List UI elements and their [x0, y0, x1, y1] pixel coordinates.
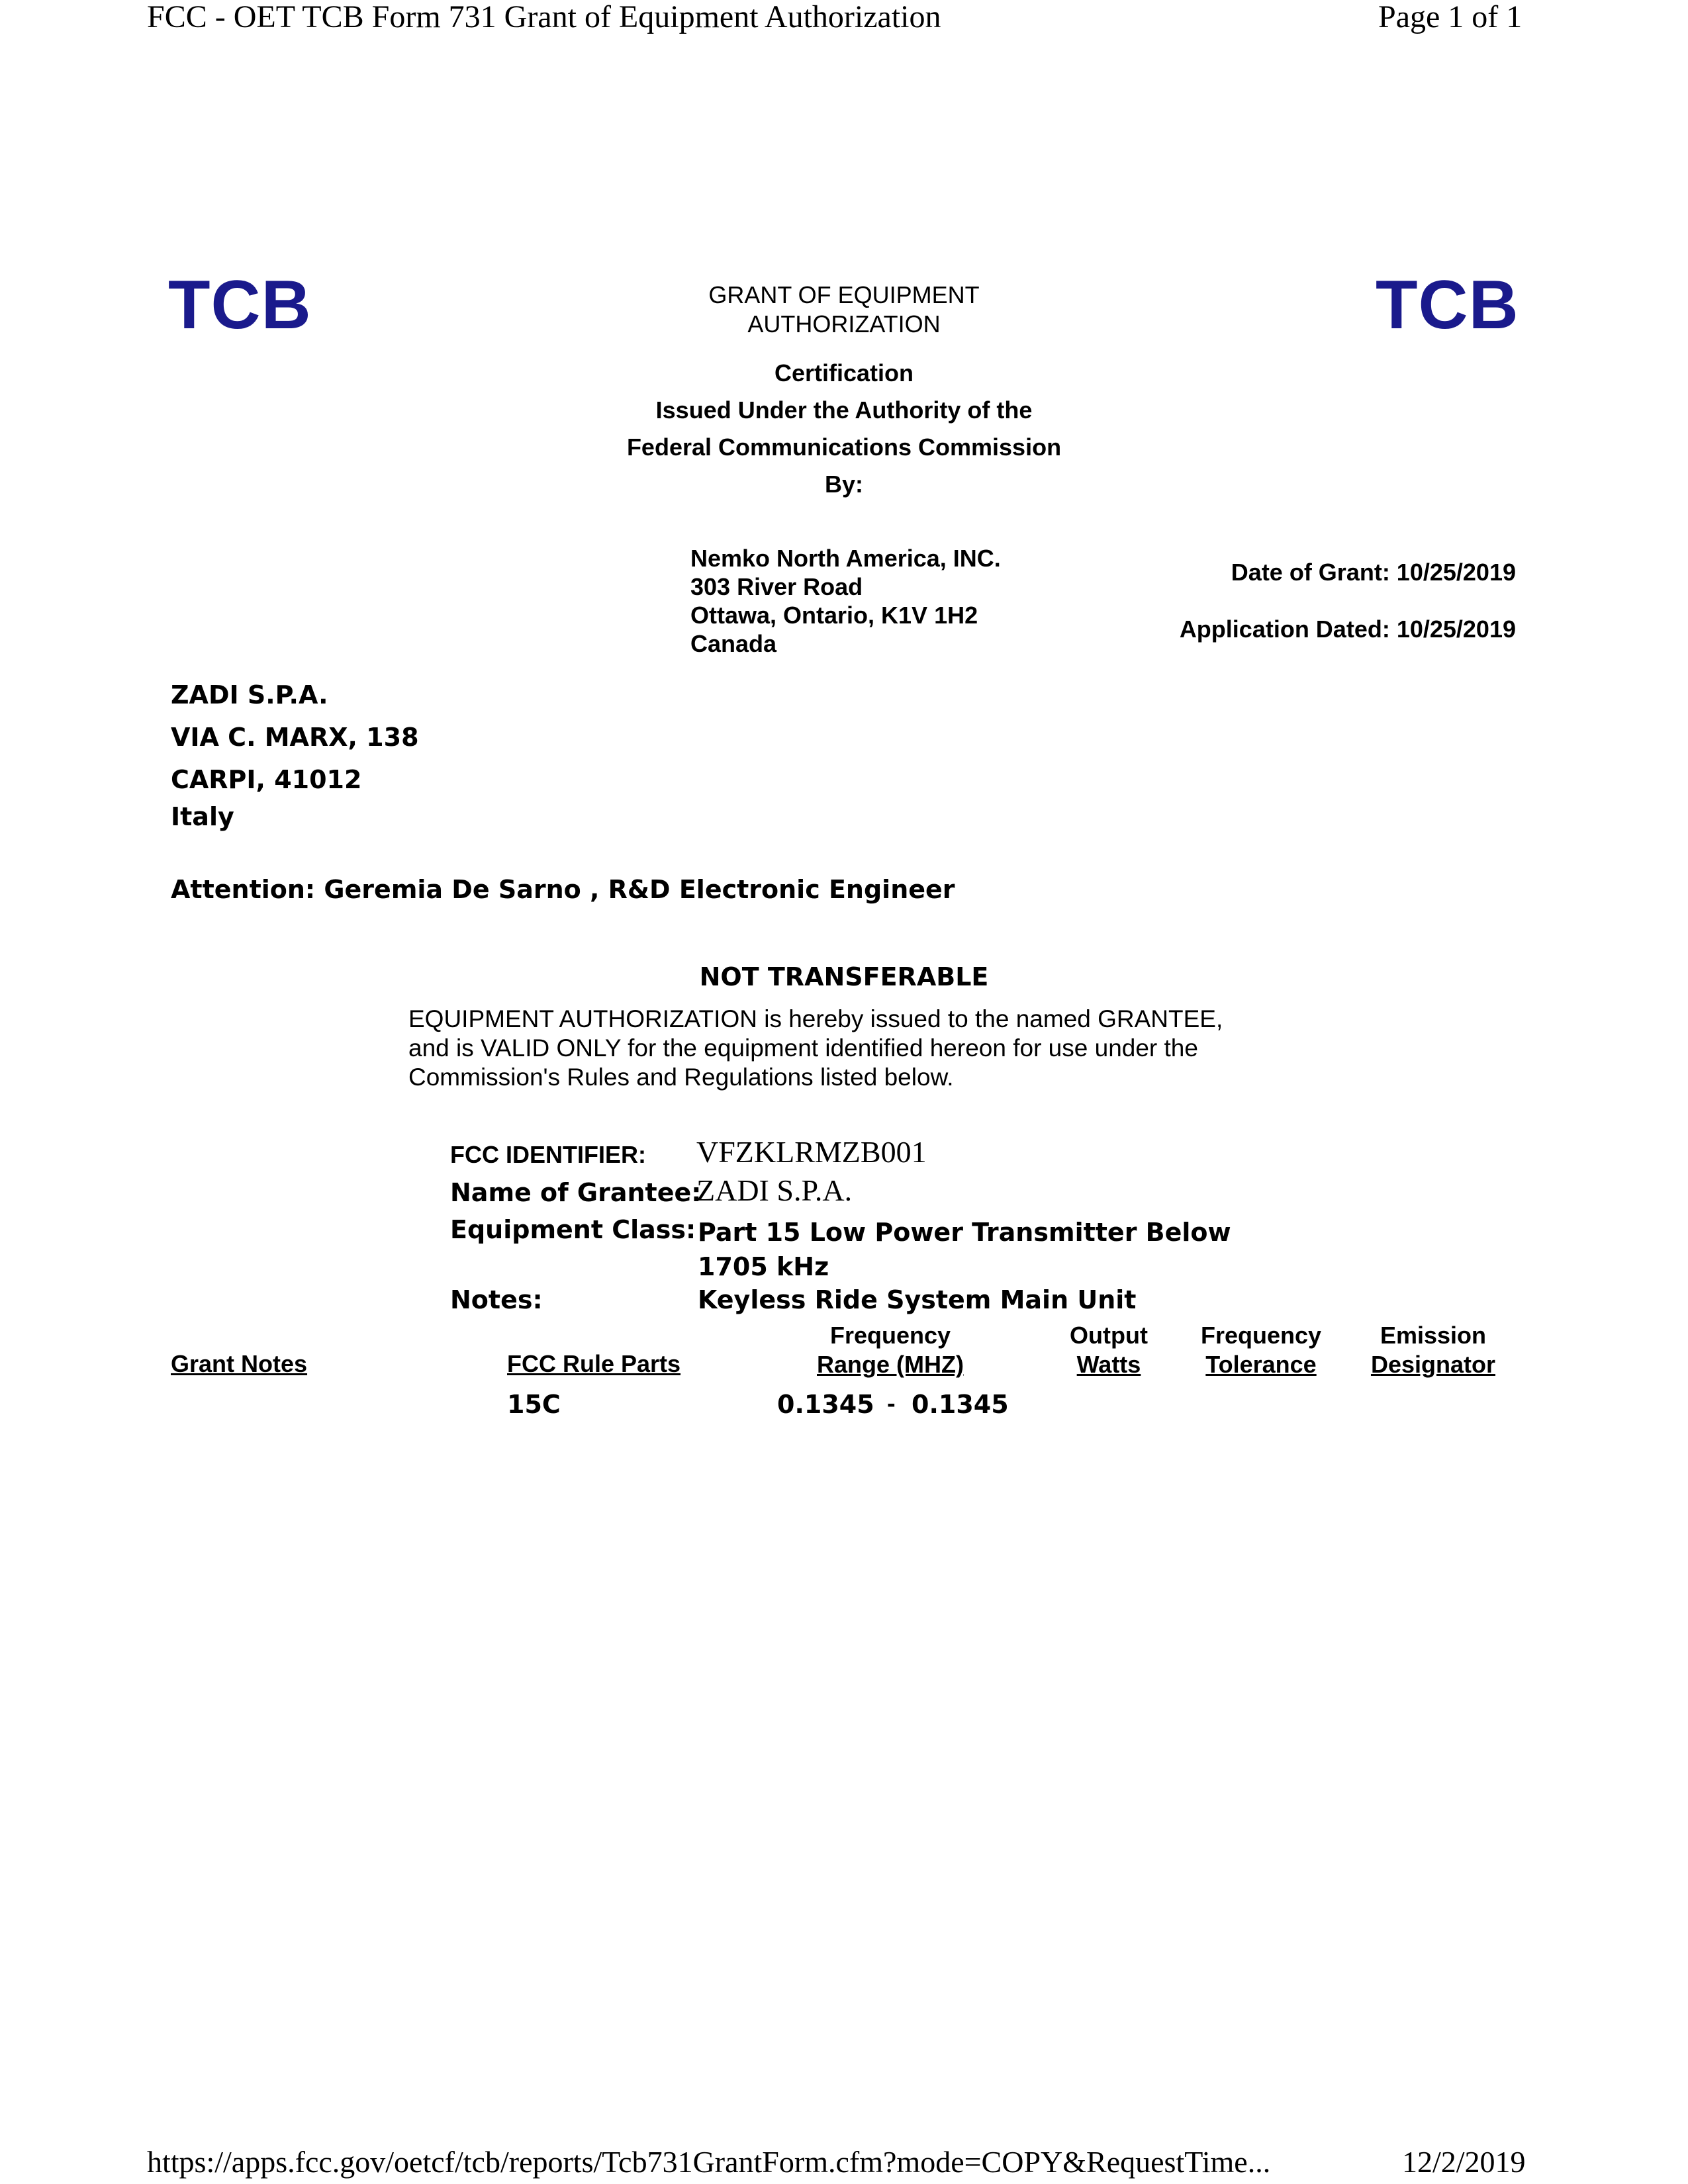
emission-designator-header-bottom: Designator: [1370, 1351, 1496, 1378]
tcb-address-line4: Canada: [690, 630, 777, 657]
frequency-dash: -: [887, 1390, 896, 1418]
certification-block: [546, 355, 1142, 503]
application-date: Application Dated: 10/25/2019: [1179, 615, 1516, 643]
grantee-address-line1: ZADI S.P.A.: [171, 680, 328, 709]
tcb-address-line1: Nemko North America, INC.: [690, 545, 1001, 572]
grantee-name-value: ZADI S.P.A.: [696, 1173, 853, 1207]
grantee-address: [171, 674, 419, 838]
frequency-low-cell: 0.1345: [777, 1390, 874, 1419]
output-watts-header-top: Output: [1070, 1322, 1148, 1349]
notes-value: Keyless Ride System Main Unit: [698, 1285, 1137, 1314]
not-transferable-heading: NOT TRANSFERABLE: [699, 962, 989, 991]
rule-parts-header: FCC Rule Parts: [507, 1350, 681, 1377]
fcc-identifier-label: FCC IDENTIFIER:: [450, 1141, 646, 1168]
certification-by: By:: [824, 471, 863, 498]
grantee-name-label: Name of Grantee:: [450, 1178, 702, 1207]
notes-label: Notes:: [450, 1285, 543, 1314]
authorization-statement-line3: Commission's Rules and Regulations listed below.: [408, 1064, 954, 1091]
tcb-logo-left: TCB: [168, 267, 312, 343]
grant-heading: [579, 281, 1109, 339]
output-watts-header-bottom: Watts: [1076, 1351, 1141, 1378]
grant-notes-header: Grant Notes: [171, 1350, 308, 1377]
certification-authority: Issued Under the Authority of the: [655, 396, 1033, 424]
authorization-statement-line1: EQUIPMENT AUTHORIZATION is hereby issued to the named GRANTEE,: [408, 1005, 1223, 1032]
grantee-address-line4: Italy: [171, 802, 234, 831]
emission-designator-header: [1350, 1321, 1516, 1379]
tcb-logo-right: TCB: [1376, 267, 1519, 343]
certification-commission: Federal Communications Commission: [626, 433, 1062, 461]
print-header-title: FCC - OET TCB Form 731 Grant of Equipment Authorization: [147, 0, 941, 34]
print-footer-url: https://apps.fcc.gov/oetcf/tcb/reports/Tcb731GrantForm.cfm?mode=COPY&RequestTime...: [147, 2145, 1271, 2179]
frequency-range-header-bottom: Range (MHZ): [817, 1351, 964, 1378]
tcb-address-line3: Ottawa, Ontario, K1V 1H2: [690, 602, 978, 629]
frequency-tolerance-header-top: Frequency: [1200, 1322, 1322, 1349]
emission-designator-header-top: Emission: [1380, 1322, 1487, 1349]
frequency-range-header: [758, 1321, 1023, 1379]
date-of-grant: Date of Grant: 10/25/2019: [1231, 559, 1516, 586]
equipment-class-line1: Part 15 Low Power Transmitter Below: [698, 1218, 1231, 1247]
tcb-address: [690, 544, 1001, 658]
authorization-statement-line2: and is VALID ONLY for the equipment identified hereon for use under the: [408, 1034, 1198, 1062]
frequency-tolerance-header-bottom: Tolerance: [1205, 1351, 1317, 1378]
fcc-identifier-value: VFZKLRMZB001: [696, 1135, 927, 1169]
grantee-address-line3: CARPI, 41012: [171, 765, 362, 794]
frequency-range-header-top: Frequency: [829, 1322, 951, 1349]
grantee-address-line2: VIA C. MARX, 138: [171, 723, 419, 752]
equipment-class-line2: 1705 kHz: [698, 1252, 829, 1281]
frequency-tolerance-header: [1185, 1321, 1337, 1379]
equipment-class-label: Equipment Class:: [450, 1215, 696, 1244]
authorization-statement: [408, 1005, 1223, 1092]
rule-part-cell: 15C: [507, 1390, 561, 1419]
tcb-address-line2: 303 River Road: [690, 573, 863, 600]
equipment-class-value: [698, 1215, 1231, 1284]
print-header-page-number: Page 1 of 1: [1378, 0, 1523, 34]
frequency-high-cell: 0.1345: [912, 1390, 1009, 1419]
certification-title: Certification: [774, 359, 914, 387]
print-footer-date: 12/2/2019: [1402, 2145, 1526, 2179]
grant-heading-line2: AUTHORIZATION: [747, 310, 941, 338]
output-watts-header: [1043, 1321, 1175, 1379]
attention-line: Attention: Geremia De Sarno , R&D Electronic Engineer: [171, 875, 955, 904]
grant-heading-line1: GRANT OF EQUIPMENT: [708, 281, 980, 308]
